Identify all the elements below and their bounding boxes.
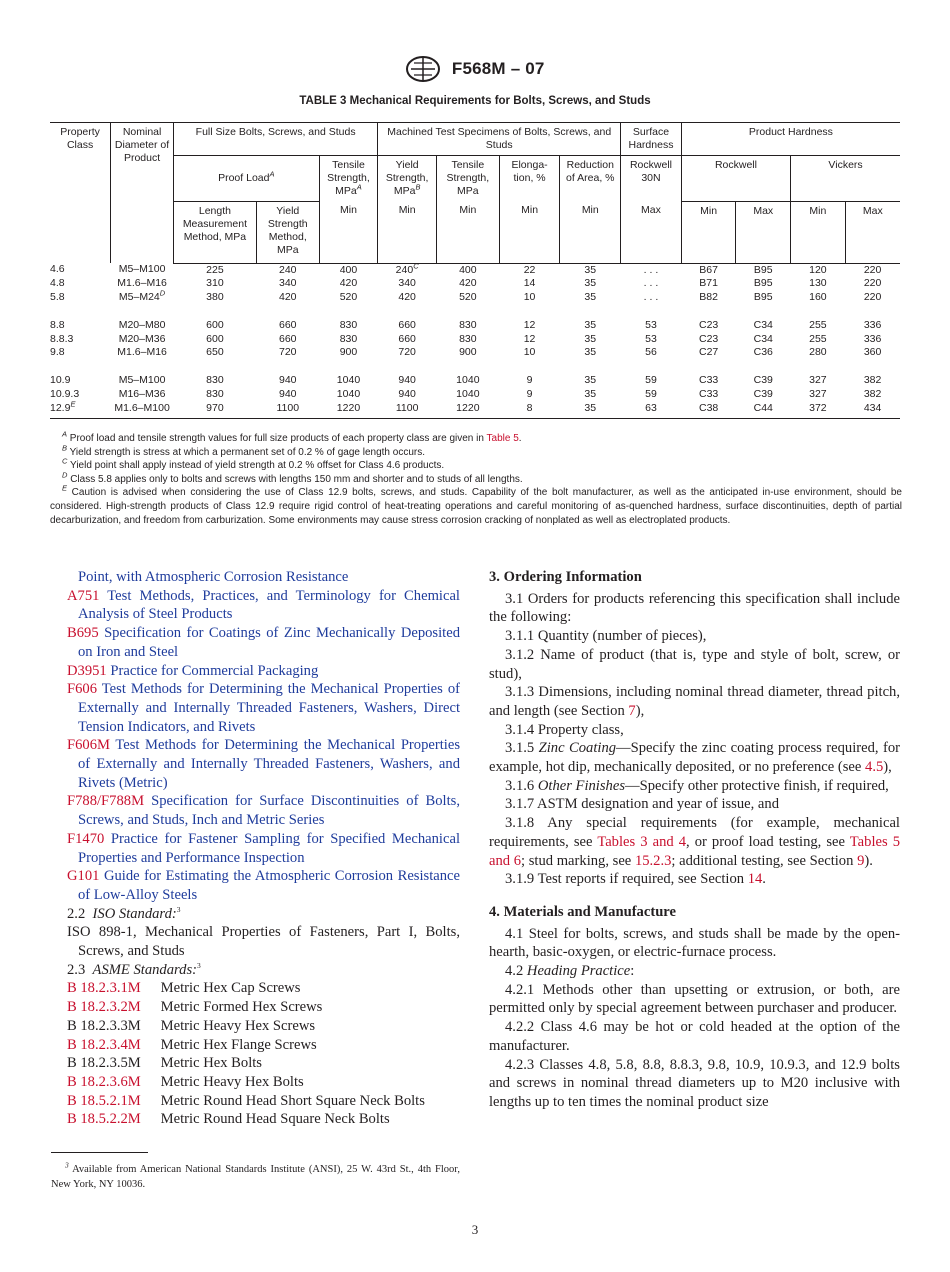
cell-pl_yld: 940 [279, 374, 297, 387]
cell-pl_yld: 660 [279, 318, 297, 331]
reference-item[interactable]: F606 Test Methods for Determining the Mechanical Properties of Externally and Internally Threaded Fasteners, Washers, Direct Tension Indicators, and Rivets [67, 681, 460, 735]
astm-logo-icon [405, 55, 441, 83]
header-rockwell-30n: Rockwell 30N [621, 156, 682, 202]
asme-item[interactable]: B 18.2.3.2M Metric Formed Hex Screws [67, 999, 323, 1016]
cell-pl_len: 600 [206, 332, 224, 345]
cell-el: 22 [523, 263, 536, 276]
para-3-1-2: 3.1.2 Name of product (that is, type and style of bolt, screw, or stud), [489, 646, 900, 682]
cell-cls: $12.9^E$ [50, 402, 111, 418]
table-row [50, 263, 900, 277]
reference-item[interactable]: F606M Test Methods for Determining the Mechanical Properties of Externally and Internally Threaded Fasteners, Washers, and Rivets (Metric) [67, 737, 460, 791]
cell-ra: 35 [584, 291, 597, 304]
cell-rmin: C33 [699, 374, 719, 387]
cell-ts: 1040 [336, 388, 361, 401]
header-vickers: Vickers [791, 156, 900, 202]
header-max: Max [845, 201, 900, 263]
cell-rmax: C34 [753, 318, 773, 331]
cell-rmin: C27 [699, 346, 719, 359]
cell-cls: 5.8 [50, 291, 65, 304]
header-min: Min [319, 201, 378, 263]
cell-vmin: 120 [809, 263, 827, 276]
cell-pl_yld: 720 [279, 346, 297, 359]
cell-ts_m: 1220 [436, 402, 499, 418]
cell-vmin: 255 [809, 332, 827, 345]
page-footnote: $^3$ Available from American National Standards Institute (ANSI), 25 W. 43rd St., 4th Floor, New York, NY 10036. [51, 1160, 460, 1190]
cell-ts_m: 1040 [456, 374, 480, 387]
asme-heading: 2.3 ASME Standards:$^3$ [67, 960, 201, 978]
cell-pl_yld: 340 [279, 277, 297, 290]
cell-vmin: 372 [791, 402, 846, 418]
cell-ys: 420 [398, 291, 416, 304]
cell-el: 12 [523, 318, 536, 331]
cell-rmax: B95 [753, 291, 773, 304]
cell-ts_m: 830 [459, 332, 477, 345]
cell-rmin: C33 [699, 388, 719, 401]
para-4-1: 4.1 Steel for bolts, screws, and studs shall be made by the open-hearth, basic-oxygen, or electric-furnace process. [489, 925, 900, 961]
page-number: 3 [471, 1222, 479, 1237]
cell-ts: 830 [339, 318, 358, 331]
cell-pl_len: 225 [206, 263, 224, 276]
header-reduction: Reduction of Area, % [560, 156, 621, 202]
cell-ts: 400 [339, 263, 358, 276]
cell-pl_yld: 660 [279, 332, 297, 345]
cell-pl_yld: 420 [279, 291, 297, 304]
cell-ts: 1040 [336, 374, 361, 387]
cell-pl_yld: 1100 [256, 402, 319, 418]
cell-pl_len: 380 [206, 291, 224, 304]
cell-ts: 520 [339, 291, 358, 304]
cell-r30: . . . [643, 277, 659, 290]
asme-item: B 18.2.3.3M Metric Heavy Hex Screws [67, 1017, 316, 1034]
cell-rmax: C44 [736, 402, 791, 418]
reference-item[interactable]: F788/F788M Specification for Surface Discontinuities of Bolts, Screws, and Studs, Inch and Metric Series [67, 793, 460, 829]
cell-el: 9 [526, 374, 533, 387]
cell-dia: M5–M100 [118, 263, 166, 276]
link-tables-5-6[interactable]: Tables 5 and 6 [489, 833, 901, 869]
footnote-divider [51, 1152, 148, 1153]
reference-item[interactable]: G101 Guide for Estimating the Atmospheric Corrosion Resistance of Low-Alloy Steels [67, 868, 460, 903]
cell-r30: . . . [643, 263, 659, 276]
cell-el: 12 [523, 332, 536, 345]
cell-ra: 35 [584, 277, 597, 290]
table-row [50, 319, 900, 333]
cell-dia: M20–M36 [118, 332, 166, 345]
asme-item[interactable]: B 18.2.3.4M Metric Hex Flange Screws [67, 1036, 317, 1053]
cell-el: 8 [499, 402, 560, 418]
cell-cls: 10.9 [50, 374, 71, 387]
header-elongation: Elonga- tion, % [499, 156, 560, 202]
cell-vmax: 434 [845, 402, 900, 418]
table-row [50, 291, 900, 305]
cell-r30: 53 [645, 332, 657, 345]
cell-cls: 4.8 [50, 277, 65, 290]
link-section-7[interactable]: 7 [628, 702, 636, 719]
para-3-1-7: 3.1.7 ASTM designation and year of issue, and [505, 796, 779, 813]
table-footnote: $^B$ Yield strength is stress at which a permanent set of 0.2 % of gage length occurs. [62, 443, 426, 458]
cell-ys: 660 [398, 318, 416, 331]
cell-vmax: 382 [863, 374, 882, 387]
section-4-heading: 4. Materials and Manufacture [489, 903, 676, 920]
table-row [50, 402, 900, 418]
header-min: Min [791, 201, 846, 263]
cell-ts_m: 1040 [456, 388, 480, 401]
cell-vmax: 360 [863, 346, 882, 359]
cell-rmax: B95 [753, 277, 773, 290]
cell-pl_len: 830 [206, 388, 224, 401]
table-row [50, 374, 900, 388]
cell-r30: 56 [645, 346, 657, 359]
table-footnote: $^C$ Yield point shall apply instead of yield strength at 0.2 % offset for Class 4.6 products. [62, 456, 445, 472]
para-4-2: 4.2 Heading Practice: [505, 963, 635, 980]
cell-vmin: 327 [809, 388, 827, 401]
header-min: Min [681, 201, 736, 263]
para-3-1-4: 3.1.4 Property class, [505, 721, 624, 738]
cell-ys: 940 [398, 374, 416, 387]
cell-ys: 660 [398, 332, 416, 345]
cell-pl_len: 650 [206, 346, 224, 359]
header-surface-hardness: Surface Hardness [621, 123, 682, 156]
table-row [50, 388, 900, 402]
table-title: TABLE 3 Mechanical Requirements for Bolts, Screws, and Studs [299, 95, 651, 107]
para-3-1-1: 3.1.1 Quantity (number of pieces), [505, 628, 707, 645]
cell-cls: 8.8 [50, 318, 65, 331]
para-4-2-1: 4.2.1 Methods other than upsetting or extrusion, or both, are permitted only by special agreement between purchaser and producer. [489, 981, 900, 1017]
para-3-1-5: 3.1.5 Zinc Coating—Specify the zinc coating process required, for example, hot dip, mechanically deposited, or no preference (see 4.5), [489, 740, 900, 776]
link-4-5[interactable]: 4.5 [865, 759, 884, 776]
cell-ys: 940 [398, 388, 416, 401]
header-nominal-diameter: Nominal Diameter of Product [111, 123, 174, 264]
reference-continuation: Point, with Atmospheric Corrosion Resistance [78, 569, 349, 585]
cell-dia: M20–M80 [118, 318, 166, 331]
header-min: Min [436, 201, 499, 263]
cell-ra: 35 [584, 388, 597, 401]
cell-ra: 35 [584, 332, 597, 345]
cell-rmin: C38 [681, 402, 736, 418]
cell-ys: 720 [398, 346, 416, 359]
cell-vmin: 255 [809, 318, 827, 331]
reference-item[interactable]: A751 Test Methods, Practices, and Terminology for Chemical Analysis of Steel Products [67, 587, 460, 623]
header-full-size: Full Size Bolts, Screws, and Studs [173, 123, 377, 156]
section-3-heading: 3. Ordering Information [489, 569, 642, 585]
designation: F568M – 07 [451, 59, 545, 78]
para-4-2-3: 4.2.3 Classes 4.8, 5.8, 8.8, 8.8.3, 9.8, 10.9, 10.9.3, and 12.9 bolts and screws in nominal thread diameters up to M20 inclusive with lengths up to ten times the nominal product size [489, 1056, 900, 1110]
cell-dia: M5–M100 [118, 374, 166, 387]
header-min: Min [499, 201, 560, 263]
cell-ts_m: 830 [459, 318, 477, 331]
page-header [0, 55, 950, 83]
cell-vmin: 327 [809, 374, 827, 387]
cell-ys: 340 [398, 277, 416, 290]
header-max: Max [621, 201, 682, 263]
cell-ra: 35 [584, 318, 597, 331]
cell-rmin: B67 [699, 263, 718, 276]
table-row [50, 333, 900, 347]
para-4-2-2: 4.2.2 Class 4.6 may be hot or cold headed at the option of the manufacturer. [489, 1019, 900, 1054]
cell-rmin: B82 [699, 291, 718, 304]
cell-ts: 900 [339, 346, 358, 359]
table-row [50, 346, 900, 360]
header-machined: Machined Test Specimens of Bolts, Screws, and Studs [378, 123, 621, 156]
right-column [489, 568, 900, 1112]
link-section-14[interactable]: 14 [747, 871, 763, 888]
header-max: Max [736, 201, 791, 263]
header-product-hardness: Product Hardness [681, 123, 900, 156]
link-15-2-3[interactable]: 15.2.3 [634, 852, 672, 869]
cell-pl_len: 830 [206, 374, 224, 387]
cell-rmax: C36 [753, 346, 773, 359]
cell-rmin: C23 [699, 318, 719, 331]
cell-el: 14 [523, 277, 536, 290]
header-yield-method: Yield Strength Method, MPa [256, 201, 319, 263]
cell-ys: 1100 [378, 402, 437, 418]
header-min: Min [378, 201, 437, 263]
asme-item[interactable]: B 18.2.3.6M Metric Heavy Hex Bolts [67, 1073, 304, 1090]
cell-el: 9 [526, 388, 533, 401]
header-property-class: Property Class [50, 123, 111, 264]
cell-ts: 1220 [319, 402, 378, 418]
cell-dia: $M5-M24^D$ [118, 288, 166, 304]
cell-ra: 35 [584, 374, 597, 387]
para-3-1-9: 3.1.9 Test reports if required, see Section 14. [505, 871, 766, 888]
cell-rmax: C39 [753, 374, 773, 387]
cell-pl_len: 600 [206, 318, 224, 331]
para-3-1: 3.1 Orders for products referencing this specification shall include the following: [489, 590, 900, 626]
cell-ra: 35 [584, 346, 597, 359]
table-footnotes [50, 429, 902, 527]
header-yield-machined: Yield Strength, MPa$^B$ [378, 156, 437, 202]
cell-vmax: 382 [863, 388, 882, 401]
cell-cls: 8.8.3 [50, 332, 74, 345]
cell-rmax: C39 [753, 388, 773, 401]
cell-dia: M1.6–M16 [117, 277, 167, 290]
header-tensile-full: Tensile Strength, MPa$^A$ [319, 156, 378, 202]
cell-pl_len: 310 [206, 277, 224, 290]
cell-ts_m: 520 [459, 291, 477, 304]
cell-vmin: 130 [809, 277, 827, 290]
asme-list [67, 979, 460, 1129]
cell-cls: 10.9.3 [50, 388, 80, 401]
asme-item: B 18.2.3.5M Metric Hex Bolts [67, 1055, 262, 1072]
cell-pl_len: 970 [173, 402, 256, 418]
cell-cls: 4.6 [50, 263, 65, 276]
cell-ts_m: 400 [459, 263, 477, 276]
cell-ts: 420 [339, 277, 358, 290]
mechanical-requirements-table [50, 122, 900, 419]
cell-r30: 53 [645, 318, 657, 331]
iso-item: ISO 898-1, Mechanical Properties of Fasteners, Part I, Bolts, Screws, and Studs [67, 924, 460, 960]
left-column [67, 568, 460, 1129]
cell-el: 10 [523, 346, 536, 359]
cell-ra: 35 [560, 402, 621, 418]
link-table-5[interactable]: Table 5 [486, 433, 519, 444]
cell-pl_yld: 940 [279, 388, 297, 401]
header-rockwell: Rockwell [681, 156, 790, 202]
cell-r30: . . . [643, 291, 659, 304]
cell-pl_yld: 240 [279, 263, 297, 276]
cell-ts: 830 [339, 332, 358, 345]
cell-r30: 59 [645, 388, 657, 401]
para-3-1-6: 3.1.6 Other Finishes—Specify other protective finish, if required, [505, 777, 889, 794]
cell-ts_m: 420 [459, 277, 477, 290]
cell-vmax: 336 [863, 332, 882, 345]
reference-item[interactable]: B695 Specification for Coatings of Zinc Mechanically Deposited on Iron and Steel [67, 625, 460, 660]
cell-dia: M1.6–M16 [117, 346, 167, 359]
iso-heading: 2.2 ISO Standard:$^3$ [67, 904, 181, 922]
header-min: Min [560, 201, 621, 263]
table-footnote: $^A$ Proof load and tensile strength values for full size products of each property class are given in Table 5. [62, 429, 522, 444]
cell-vmax: 336 [863, 318, 882, 331]
para-3-1-8: 3.1.8 Any special requirements (for example, mechanical requirements, see Tables 3 and 4, or proof load testing, see Tables 5 and 6; stud marking, see 15.2.3; additional testing, see Section 9). [489, 815, 901, 869]
cell-el: 10 [523, 291, 536, 304]
cell-cls: 9.8 [50, 346, 65, 359]
table-footnote: $^D$ Class 5.8 applies only to bolts and screws with lengths 150 mm and shorter and to studs of all lengths. [62, 470, 523, 485]
cell-vmax: 220 [863, 291, 882, 304]
reference-item[interactable]: F1470 Practice for Fastener Sampling for Specified Mechanical Properties and Performance Inspection [67, 830, 460, 866]
header-tensile-machined: Tensile Strength, MPa [436, 156, 499, 202]
cell-rmin: C23 [699, 332, 719, 345]
cell-rmax: B95 [753, 263, 773, 276]
cell-rmin: B71 [699, 277, 718, 290]
cell-dia: M16–M36 [118, 388, 166, 401]
reference-list [67, 587, 460, 905]
cell-vmax: 220 [863, 277, 882, 290]
para-3-1-3: 3.1.3 Dimensions, including nominal thread diameter, thread pitch, and length (see Section 7), [489, 684, 900, 719]
cell-ys: $240^C$ [395, 261, 419, 276]
cell-vmin: 160 [809, 291, 827, 304]
table-footnote: $^E$ Caution is advised when considering the use of Class 12.9 bolts, screws, and studs. Capability of the bolt manufacturer, as well as the anticipated in-use environment, should be considered. High-strength products of Class 12.9 require rigid control of heat-treating operations and careful monitoring of as-quenched hardness, surface discontinuities, depth of partial decarburization, and freedom from carburization. Some environments may cause stress corrosion cracking of nonplated as well as electroplated products. [50, 484, 902, 526]
table-row [50, 277, 900, 291]
link-tables-3-4[interactable]: Tables 3 and 4 [597, 833, 687, 850]
header-length-method: Length Measurement Method, MPa [173, 201, 256, 263]
cell-ts_m: 900 [459, 346, 477, 359]
table-body [50, 263, 900, 418]
cell-ra: 35 [584, 263, 597, 276]
reference-item[interactable]: D3951 Practice for Commercial Packaging [67, 662, 319, 679]
row-spacer [50, 360, 900, 374]
cell-vmax: 220 [863, 263, 882, 276]
asme-item[interactable]: B 18.5.2.1M Metric Round Head Short Square Neck Bolts [67, 1092, 425, 1109]
link-section-9[interactable]: 9 [857, 852, 865, 869]
cell-vmin: 280 [809, 346, 827, 359]
header-proof-load: Proof Load$^A$ [173, 156, 319, 202]
row-spacer [50, 305, 900, 319]
cell-r30: 63 [621, 402, 682, 418]
cell-r30: 59 [645, 374, 657, 387]
cell-dia: M1.6–M100 [111, 402, 174, 418]
asme-item[interactable]: B 18.2.3.1M Metric Hex Cap Screws [67, 980, 301, 997]
asme-item[interactable]: B 18.5.2.2M Metric Round Head Square Neck Bolts [67, 1111, 390, 1128]
cell-rmax: C34 [753, 332, 773, 345]
